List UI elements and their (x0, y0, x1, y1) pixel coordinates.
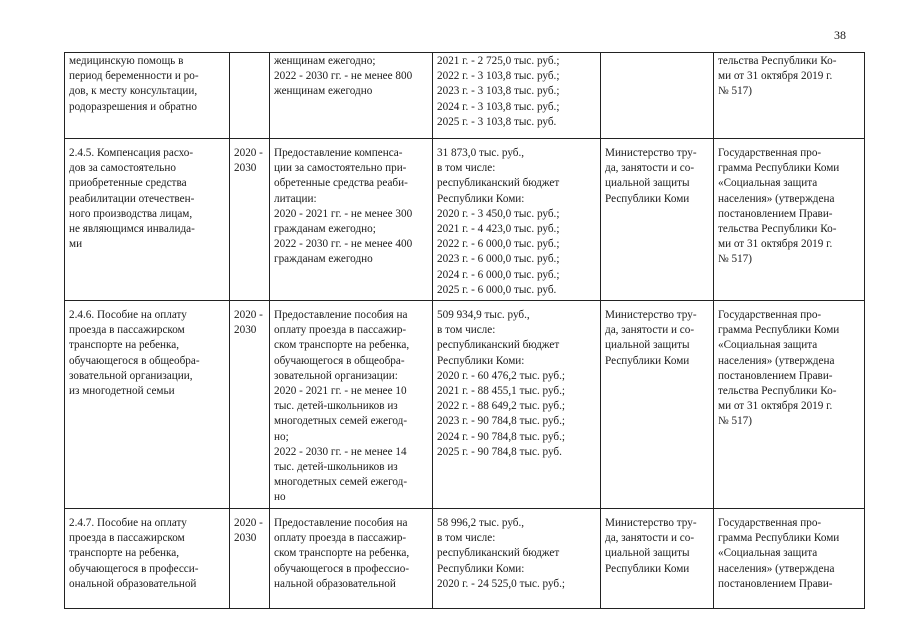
cell-line: 2025 г. - 6 000,0 тыс. руб. (437, 283, 557, 296)
cell-line: 2030 (234, 162, 257, 175)
cell-line: 31 873,0 тыс. руб., (437, 147, 525, 159)
cell-line: 2022 г. - 3 103,8 тыс. руб.; (437, 70, 560, 83)
cell-line: 2024 г. - 3 103,8 тыс. руб.; (437, 100, 560, 113)
funding-cell (433, 301, 601, 509)
cell-line: гражданам ежегодно; (274, 223, 376, 236)
cell-line: обучающегося в общеобра- (274, 354, 405, 367)
cell-line: транспорте на ребенка, (69, 339, 180, 352)
executor-cell (601, 301, 714, 509)
funding-cell (433, 139, 601, 301)
cell-line: 2024 г. - 90 784,8 тыс. руб.; (437, 430, 566, 443)
cell-line: постановлением Прави- (718, 207, 833, 220)
cell-line: 2020 - (234, 147, 263, 159)
cell-line: оплату проезда в пассажир- (274, 532, 407, 545)
cell-line: 2022 г. - 88 649,2 тыс. руб.; (437, 400, 566, 413)
cell-line: Республики Коми: (437, 562, 525, 575)
cell-line: не являющимся инвалида- (69, 223, 195, 236)
cell-line: 2.4.6. Пособие на оплату (69, 309, 187, 322)
cell-line: но; (274, 430, 289, 443)
cell-line: 2030 (234, 324, 257, 337)
cell-line: период беременности и ро- (69, 70, 199, 83)
cell-line: 2020 - 2021 гг. - не менее 300 (274, 207, 413, 220)
cell-line: женщинам ежегодно (274, 85, 373, 98)
cell-line: многодетных семей ежегод- (274, 476, 408, 489)
cell-line: Республики Коми: (437, 192, 525, 205)
cell-line: Республики Коми (605, 354, 690, 367)
cell-line: обучающегося в общеобра- (69, 354, 200, 367)
period-cell (230, 139, 270, 301)
cell-line: ции за самостоятельно при- (274, 162, 407, 175)
cell-line: 2023 г. - 90 784,8 тыс. руб.; (437, 415, 566, 428)
cell-line: циальной защиты (605, 547, 690, 560)
cell-line: дов за самостоятельно (69, 162, 176, 175)
period-cell (230, 509, 270, 609)
cell-line: 2020 - 2021 гг. - не менее 10 (274, 385, 407, 398)
cell-line: тыс. детей-школьников из (274, 400, 398, 413)
cell-line: 2025 г. - 3 103,8 тыс. руб. (437, 115, 557, 128)
cell-line: оплату проезда в пассажир- (274, 324, 407, 337)
cell-line: ми от 31 октября 2019 г. (718, 400, 833, 413)
funding-cell (433, 509, 601, 609)
result-cell (270, 139, 433, 301)
cell-line: населения» (утверждена (718, 192, 835, 205)
cell-line: 2.4.5. Компенсация расхо- (69, 147, 194, 159)
result-cell (270, 53, 433, 139)
cell-line: 2023 г. - 3 103,8 тыс. руб.; (437, 85, 560, 98)
cell-line: республиканский бюджет (437, 547, 560, 560)
executor-cell (601, 53, 714, 139)
measure-cell (65, 139, 230, 301)
cell-line: «Социальная защита (718, 547, 818, 560)
cell-line: зовательной организации, (69, 369, 193, 382)
period-cell (230, 53, 270, 139)
cell-line: родоразрешения и обратно (69, 100, 197, 113)
cell-line: ми (69, 238, 83, 251)
cell-line: многодетных семей ежегод- (274, 415, 408, 428)
cell-line: Министерство тру- (605, 309, 697, 322)
cell-line: гражданам ежегодно (274, 253, 373, 266)
cell-line: № 517) (718, 415, 752, 428)
cell-line: тельства Республики Ко- (718, 55, 837, 67)
period-cell (230, 301, 270, 509)
cell-line: республиканский бюджет (437, 339, 560, 352)
cell-line: транспорте на ребенка, (69, 547, 180, 560)
cell-line: грамма Республики Коми (718, 532, 840, 545)
cell-line: постановлением Прави- (718, 369, 833, 382)
cell-line: Предоставление компенса- (274, 147, 403, 159)
cell-line: Предоставление пособия на (274, 309, 408, 322)
cell-line: 2030 (234, 532, 257, 545)
cell-line: Республики Коми (605, 192, 690, 205)
table-row (65, 301, 865, 509)
cell-line: литации: (274, 192, 317, 205)
cell-line: № 517) (718, 253, 752, 266)
cell-line: медицинскую помощь в (69, 55, 184, 67)
executor-cell (601, 509, 714, 609)
cell-line: обучающегося в профессио- (274, 562, 410, 575)
cell-line: 58 996,2 тыс. руб., (437, 517, 525, 530)
table-row (65, 509, 865, 609)
cell-line: тельства Республики Ко- (718, 385, 837, 398)
funding-cell (433, 53, 601, 139)
cell-line: в том числе: (437, 162, 496, 175)
cell-line: обретенные средства реаби- (274, 177, 408, 190)
cell-line: 2020 - (234, 309, 263, 322)
cell-line: Государственная про- (718, 147, 822, 159)
measure-cell (65, 509, 230, 609)
cell-line: ском транспорте на ребенка, (274, 339, 410, 352)
cell-line: населения» (утверждена (718, 354, 835, 367)
cell-line: ональной образовательной (69, 577, 197, 590)
cell-line: Республики Коми (605, 562, 690, 575)
cell-line: населения» (утверждена (718, 562, 835, 575)
cell-line: Республики Коми: (437, 354, 525, 367)
cell-line: нальной образовательной (274, 577, 396, 590)
table-row (65, 139, 865, 301)
measure-cell (65, 301, 230, 509)
cell-line: да, занятости и со- (605, 162, 695, 175)
cell-line: циальной защиты (605, 177, 690, 190)
cell-line: республиканский бюджет (437, 177, 560, 190)
cell-line: но (274, 491, 286, 504)
cell-line: 509 934,9 тыс. руб., (437, 309, 530, 322)
cell-line: зовательной организации: (274, 369, 398, 382)
cell-line: 2020 г. - 24 525,0 тыс. руб.; (437, 577, 566, 590)
basis-cell (714, 301, 865, 509)
cell-line: ного производства лицам, (69, 207, 193, 220)
cell-line: 2021 г. - 88 455,1 тыс. руб.; (437, 385, 566, 398)
executor-cell (601, 139, 714, 301)
measure-cell (65, 53, 230, 139)
cell-line: в том числе: (437, 532, 496, 545)
cell-line: 2025 г. - 90 784,8 тыс. руб. (437, 445, 562, 458)
cell-line: 2020 - (234, 517, 263, 530)
result-cell (270, 509, 433, 609)
cell-line: Государственная про- (718, 517, 822, 530)
cell-line: 2024 г. - 6 000,0 тыс. руб.; (437, 268, 560, 281)
cell-line: 2022 - 2030 гг. - не менее 14 (274, 445, 407, 458)
cell-line: обучающегося в професси- (69, 562, 199, 575)
cell-line: реабилитации отечествен- (69, 192, 195, 205)
table-row (65, 53, 865, 139)
cell-line: женщинам ежегодно; (274, 55, 376, 67)
cell-line: Министерство тру- (605, 147, 697, 159)
cell-line: Министерство тру- (605, 517, 697, 530)
cell-line: тельства Республики Ко- (718, 223, 837, 236)
result-cell (270, 301, 433, 509)
cell-line: да, занятости и со- (605, 532, 695, 545)
cell-line: тыс. детей-школьников из (274, 461, 398, 474)
cell-line: проезда в пассажирском (69, 324, 185, 337)
cell-line: грамма Республики Коми (718, 324, 840, 337)
cell-line: «Социальная защита (718, 339, 818, 352)
basis-cell (714, 139, 865, 301)
cell-line: да, занятости и со- (605, 324, 695, 337)
basis-cell (714, 53, 865, 139)
cell-line: в том числе: (437, 324, 496, 337)
cell-line: 2022 - 2030 гг. - не менее 400 (274, 238, 413, 251)
cell-line: № 517) (718, 85, 752, 98)
cell-line: грамма Республики Коми (718, 162, 840, 175)
cell-line: 2.4.7. Пособие на оплату (69, 517, 187, 530)
cell-line: 2021 г. - 4 423,0 тыс. руб.; (437, 223, 560, 236)
cell-line: дов, к месту консультации, (69, 85, 198, 98)
cell-line: циальной защиты (605, 339, 690, 352)
cell-line: 2023 г. - 6 000,0 тыс. руб.; (437, 253, 560, 266)
cell-line: 2022 - 2030 гг. - не менее 800 (274, 70, 413, 83)
cell-line: 2021 г. - 2 725,0 тыс. руб.; (437, 55, 560, 67)
cell-line: ском транспорте на ребенка, (274, 547, 410, 560)
cell-line: «Социальная защита (718, 177, 818, 190)
cell-line: проезда в пассажирском (69, 532, 185, 545)
cell-line: Предоставление пособия на (274, 517, 408, 530)
measures-table (64, 52, 865, 609)
cell-line: 2020 г. - 60 476,2 тыс. руб.; (437, 369, 566, 382)
cell-line: постановлением Прави- (718, 577, 833, 590)
cell-line: приобретенные средства (69, 177, 187, 190)
cell-line: 2022 г. - 6 000,0 тыс. руб.; (437, 238, 560, 251)
cell-line: ми от 31 октября 2019 г. (718, 238, 833, 251)
page-number: 38 (834, 28, 846, 42)
cell-line: ми от 31 октября 2019 г. (718, 70, 833, 83)
cell-line: из многодетной семьи (69, 385, 175, 398)
basis-cell (714, 509, 865, 609)
cell-line: 2020 г. - 3 450,0 тыс. руб.; (437, 207, 560, 220)
cell-line: Государственная про- (718, 309, 822, 322)
